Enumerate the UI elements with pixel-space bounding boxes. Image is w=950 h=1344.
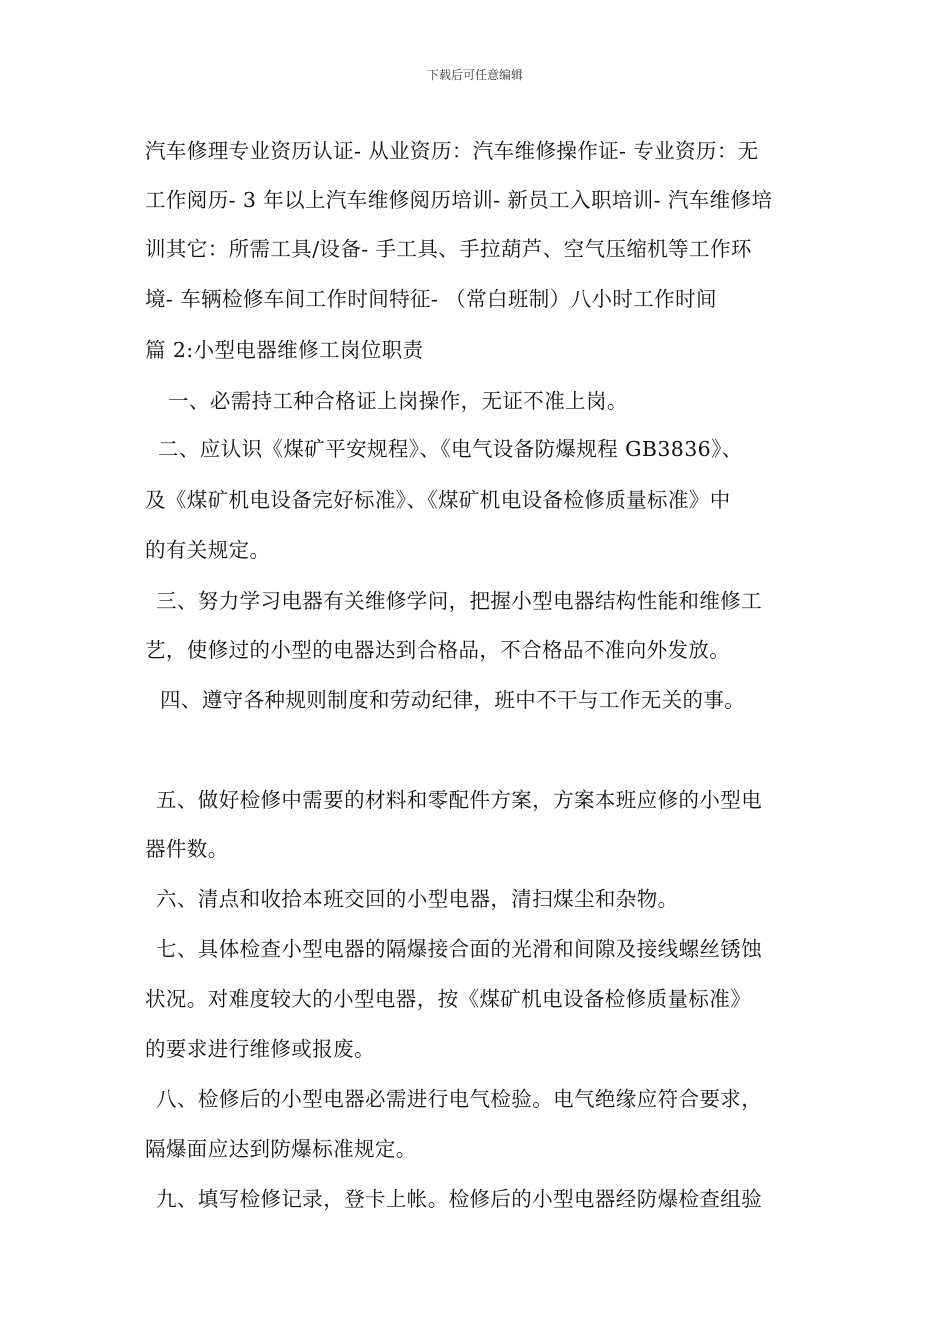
body-text-line: 三、努力学习电器有关维修学问，把握小型电器结构性能和维修工 <box>156 589 763 613</box>
body-text-line: 状况。对难度较大的小型电器，按《煤矿机电设备检修质量标准》 <box>145 987 752 1011</box>
body-text-line: 七、具体检查小型电器的隔爆接合面的光滑和间隙及接线螺丝锈蚀 <box>156 937 763 961</box>
body-text-line: 的要求进行维修或报废。 <box>145 1037 375 1061</box>
body-text-line: 工作阅历- 3 年以上汽车维修阅历培训- 新员工入职培训- 汽车维修培 <box>145 188 773 212</box>
body-text-line: 四、遵守各种规则制度和劳动纪律，班中不干与工作无关的事。 <box>160 688 746 712</box>
body-text-line: 训其它：所需工具/设备- 手工具、手拉葫芦、空气压缩机等工作环 <box>145 237 752 261</box>
body-text-line: 一、必需持工种合格证上岗操作，无证不准上岗。 <box>168 389 628 413</box>
body-text-line: 器件数。 <box>145 837 229 861</box>
body-text-line: 八、检修后的小型电器必需进行电气检验。电气绝缘应符合要求， <box>156 1087 763 1111</box>
body-text-line: 五、做好检修中需要的材料和零配件方案，方案本班应修的小型电 <box>156 788 763 812</box>
body-text-line: 汽车修理专业资历认证- 从业资历：汽车维修操作证- 专业资历：无 <box>145 139 759 163</box>
body-text-line: 艺，使修过的小型的电器达到合格品，不合格品不准向外发放。 <box>145 638 731 662</box>
body-text-line: 九、填写检修记录，登卡上帐。检修后的小型电器经防爆检查组验 <box>156 1187 763 1211</box>
body-text-line: 二、应认识《煤矿平安规程》、《电气设备防爆规程 GB3836》、 <box>158 437 743 461</box>
body-text-line: 六、清点和收拾本班交回的小型电器，清扫煤尘和杂物。 <box>156 887 679 911</box>
body-text-line: 隔爆面应达到防爆标准规定。 <box>145 1137 417 1161</box>
body-text-line: 境- 车辆检修车间工作时间特征- （常白班制）八小时工作时间 <box>145 287 717 311</box>
body-text-line: 及《煤矿机电设备完好标准》、《煤矿机电设备检修质量标准》中 <box>145 488 731 512</box>
body-text-line: 的有关规定。 <box>145 538 271 562</box>
page-header: 下载后可任意编辑 <box>426 68 523 82</box>
section-heading: 篇 2:小型电器维修工岗位职责 <box>145 338 424 362</box>
